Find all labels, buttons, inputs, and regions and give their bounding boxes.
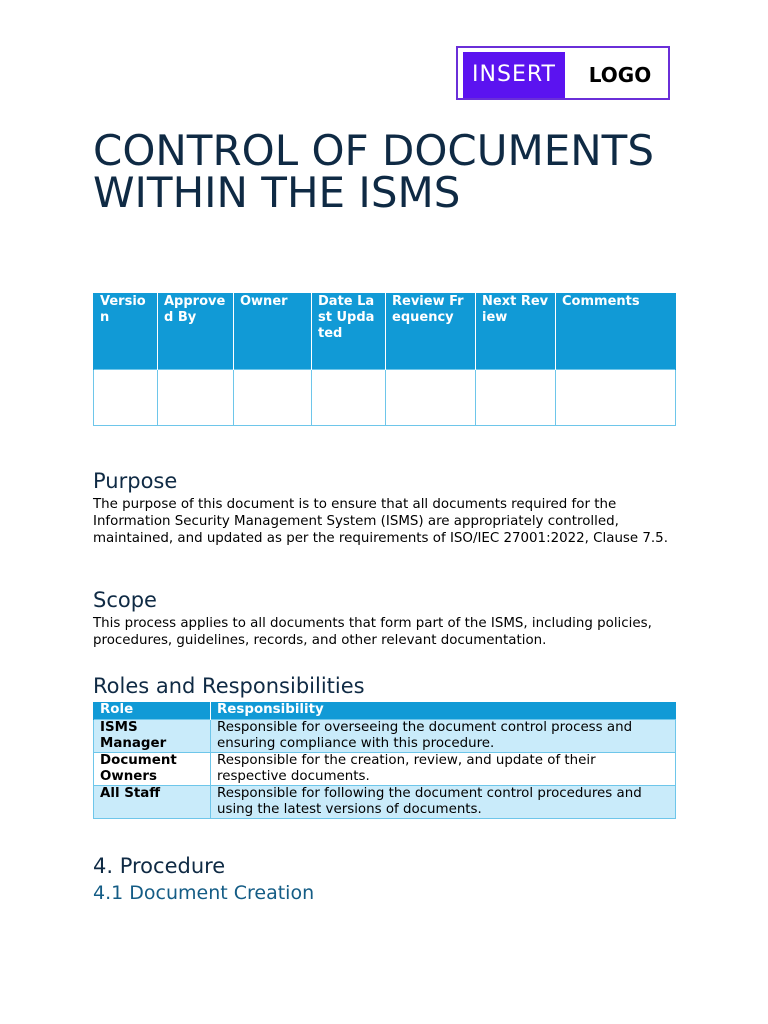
version-table-row bbox=[94, 369, 676, 425]
header-version: Version bbox=[94, 293, 158, 369]
procedure-heading: 4. Procedure bbox=[93, 854, 226, 878]
header-owner: Owner bbox=[234, 293, 312, 369]
roles-table bbox=[93, 702, 676, 819]
responsibility-cell: Responsible for following the document control procedures and using the latest versions of documents. bbox=[211, 785, 676, 818]
roles-table-header-row bbox=[94, 702, 676, 719]
cell-review-frequency[interactable] bbox=[386, 369, 476, 425]
role-cell: ISMS Manager bbox=[94, 719, 211, 752]
document-creation-heading: 4.1 Document Creation bbox=[93, 882, 315, 904]
version-table-header-row bbox=[94, 293, 676, 369]
logo-placeholder bbox=[456, 46, 670, 100]
responsibility-cell: Responsible for the creation, review, and update of their respective documents. bbox=[211, 752, 676, 785]
scope-text: This process applies to all documents that form part of the ISMS, including policies, procedures, guidelines, records, and other relevant documentation. bbox=[93, 616, 652, 648]
role-cell: Document Owners bbox=[94, 752, 211, 785]
cell-version[interactable] bbox=[94, 369, 158, 425]
page-title: CONTROL OF DOCUMENTS WITHIN THE ISMS bbox=[93, 126, 654, 217]
role-cell: All Staff bbox=[94, 785, 211, 818]
table-row bbox=[94, 785, 676, 818]
cell-date-last-updated[interactable] bbox=[312, 369, 386, 425]
header-review-frequency: Review Frequency bbox=[386, 293, 476, 369]
header-next-review: Next Review bbox=[476, 293, 556, 369]
table-row bbox=[94, 752, 676, 785]
header-role: Role bbox=[94, 702, 211, 719]
roles-heading: Roles and Responsibilities bbox=[93, 674, 365, 698]
version-history-table bbox=[93, 293, 676, 426]
cell-owner[interactable] bbox=[234, 369, 312, 425]
header-comments: Comments bbox=[556, 293, 676, 369]
table-row bbox=[94, 719, 676, 752]
purpose-heading: Purpose bbox=[93, 469, 178, 493]
purpose-text: The purpose of this document is to ensure that all documents required for the Information Security Management System (ISMS) are appropriately controlled, maintained, and updated as per the requirements of ISO/IEC 27001:2022, Clause 7.5. bbox=[93, 497, 668, 546]
logo-word-label: LOGO bbox=[588, 63, 652, 87]
responsibility-cell: Responsible for overseeing the document control process and ensuring compliance with this procedure. bbox=[211, 719, 676, 752]
cell-next-review[interactable] bbox=[476, 369, 556, 425]
header-approved-by: Approved By bbox=[158, 293, 234, 369]
cell-comments[interactable] bbox=[556, 369, 676, 425]
scope-heading: Scope bbox=[93, 588, 157, 612]
header-date-last-updated: Date Last Updated bbox=[312, 293, 386, 369]
header-responsibility: Responsibility bbox=[211, 702, 676, 719]
cell-approved-by[interactable] bbox=[158, 369, 234, 425]
logo-insert-label: INSERT bbox=[463, 52, 565, 98]
